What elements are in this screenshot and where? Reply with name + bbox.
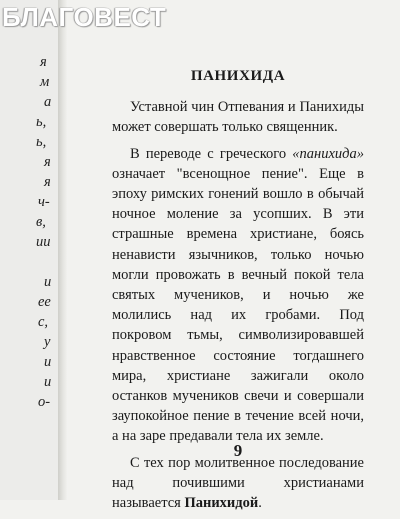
paragraph-2-body: означает "всенощное пение". Еще в эпоху римских гонений вошло в обычай ночное моление за усопших. В эти страшные времена христиане, боясь ненависти язычников, только ночью могли провожать в вечный покой тела святых мучеников, и ночью же молились над их гробами. Под покровом тьмы, символизировавшей нравственное состояние тогдашнего мира, христиане зажигали около останков мучеников свечи и совершали заупокойное пение в течение всей ночи, а на заре предавали тела их земле. [112, 165, 364, 445]
left-page-fragment: ь, [36, 134, 47, 150]
left-page-fragment: м [40, 74, 50, 90]
left-page-fragment: я [44, 174, 51, 190]
left-page-fragment: у [44, 334, 51, 350]
paragraph-2-prefix: В переводе с греческого [130, 145, 293, 162]
left-page-fragment: с, [38, 314, 49, 330]
left-page-fragment: и [44, 354, 52, 370]
left-page-fragment: ь, [36, 114, 47, 130]
left-page-fragment: ч- [38, 194, 50, 210]
left-page-fragment: и [44, 374, 52, 390]
page-number: 9 [233, 441, 243, 460]
paragraph-2 [112, 144, 364, 447]
watermark: БЛАГОВЕСТ [2, 2, 167, 32]
left-page-fragment: ии [36, 234, 51, 250]
left-page-fragment: я [40, 54, 47, 70]
paragraph-3-suffix: . [258, 495, 262, 512]
left-page-fragment: в, [36, 214, 46, 230]
paragraph-3 [112, 453, 364, 514]
paragraph-1: Уставной чин Отпевания и Панихиды может совершать только священник. [112, 99, 364, 136]
left-page-fragment: ее [38, 294, 51, 310]
paragraph-3-prefix: С тех пор молитвенное последование над почившими христианами называется [112, 454, 364, 512]
term-panikhidoy: Панихидой [184, 495, 259, 512]
left-page-fragment: а [44, 94, 52, 110]
left-page-fragment: и [44, 274, 52, 290]
left-page-fragment: о- [38, 394, 51, 410]
left-page-fragment: я [44, 154, 51, 170]
page-title: ПАНИХИДА [190, 68, 286, 84]
book-gutter [58, 0, 68, 500]
term-panikhida: «панихида» [292, 145, 364, 162]
